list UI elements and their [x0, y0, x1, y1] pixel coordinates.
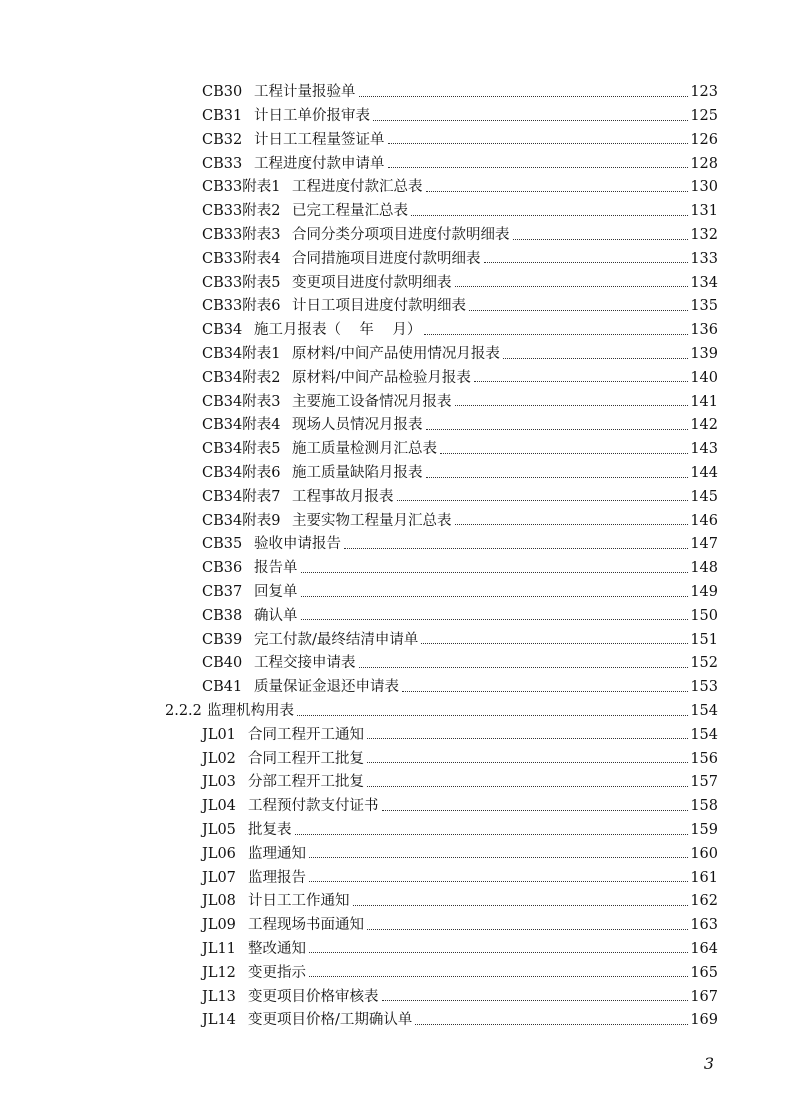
toc-entry-cb34-att3[interactable] [165, 385, 718, 409]
toc-entry-title: 监理通知 [248, 845, 306, 862]
dot-leader [359, 96, 689, 97]
toc-entry-code: CB37 [202, 584, 243, 601]
toc-entry-jl12[interactable] [165, 956, 718, 980]
toc-entry-title: 已完工程量汇总表 [292, 203, 408, 220]
toc-entry-page: 140 [690, 369, 718, 386]
toc-entry-cb38[interactable] [165, 600, 718, 624]
toc-entry-page: 154 [690, 726, 718, 743]
toc-entry-page: 143 [690, 441, 718, 458]
toc-entry-cb33-att5[interactable] [165, 266, 718, 290]
toc-entry-title: 计日工单价报审表 [254, 108, 370, 125]
toc-entry-cb36[interactable] [165, 552, 718, 576]
toc-entry-page: 128 [690, 155, 718, 172]
toc-entry-title: 现场人员情况月报表 [292, 417, 423, 434]
toc-entry-code: JL06 [202, 845, 236, 862]
toc-entry-code: CB34 [202, 322, 243, 339]
toc-entry-cb34-att4[interactable] [165, 409, 718, 433]
toc-entry-cb34-att9[interactable] [165, 504, 718, 528]
toc-entry-title: 施工质量检测月汇总表 [292, 441, 437, 458]
toc-entry-title: 完工付款/最终结清申请单 [254, 631, 419, 648]
dot-leader [503, 358, 688, 359]
dot-leader [426, 191, 689, 192]
dot-leader [411, 215, 688, 216]
toc-entry-jl08[interactable] [165, 885, 718, 909]
dot-leader [367, 762, 688, 763]
toc-entry-page: 135 [690, 298, 718, 315]
toc-entry-code: CB31 [202, 108, 243, 125]
toc-entry-page: 157 [690, 774, 718, 791]
toc-entry-code: CB38 [202, 607, 243, 624]
toc-entry-code: CB34附表1 [202, 346, 281, 363]
toc-entry-code: CB35 [202, 536, 243, 553]
toc-entry-cb33[interactable] [165, 147, 718, 171]
dot-leader [455, 405, 689, 406]
dot-leader [301, 572, 689, 573]
toc-entry-cb34-att2[interactable] [165, 362, 718, 386]
dot-leader [397, 500, 689, 501]
dot-leader [382, 1000, 689, 1001]
toc-entry-title: 工程预付款支付证书 [248, 798, 379, 815]
toc-entry-jl14[interactable] [165, 1004, 718, 1028]
toc-entry-code: CB34附表4 [202, 417, 281, 434]
toc-entry-code: JL09 [202, 917, 236, 934]
toc-entry-page: 156 [690, 750, 718, 767]
toc-entry-page: 163 [690, 917, 718, 934]
toc-entry-page: 133 [690, 250, 718, 267]
toc-entry-code: CB40 [202, 655, 243, 672]
toc-entry-code: CB33附表1 [202, 179, 281, 196]
toc-entry-cb33-att6[interactable] [165, 290, 718, 314]
toc-entry-code: CB34附表2 [202, 369, 281, 386]
toc-entry-title: 工程交接申请表 [254, 655, 356, 672]
toc-entry-title: 合同工程开工通知 [248, 726, 364, 743]
toc-entry-page: 125 [690, 108, 718, 125]
toc-entry-cb39[interactable] [165, 623, 718, 647]
toc-entry-page: 146 [690, 512, 718, 529]
toc-entry-code: JL01 [202, 726, 236, 743]
toc-entry-code: JL08 [202, 893, 236, 910]
toc-entry-title: 工程进度付款申请单 [254, 155, 385, 172]
toc-entry-page: 147 [690, 536, 718, 553]
toc-entry-page: 167 [690, 988, 718, 1005]
dot-leader [426, 477, 689, 478]
toc-entry-title: 合同分类分项项目进度付款明细表 [292, 227, 510, 244]
toc-entry-cb30[interactable] [165, 76, 718, 100]
toc-entry-code: JL04 [202, 798, 236, 815]
toc-entry-title: 工程计量报验单 [254, 84, 356, 101]
toc-entry-code: CB33附表6 [202, 298, 281, 315]
dot-leader [367, 929, 688, 930]
dot-leader [426, 429, 689, 430]
toc-entry-title: 报告单 [254, 560, 298, 577]
toc-entry-page: 148 [690, 560, 718, 577]
toc-section-title: 监理机构用表 [207, 703, 294, 720]
toc-entry-page: 139 [690, 346, 718, 363]
toc-entry-title: 计日工项目进度付款明细表 [292, 298, 466, 315]
toc-entry-code: JL02 [202, 750, 236, 767]
toc-entry-code: CB32 [202, 131, 243, 148]
toc-entry-title: 原材料/中间产品检验月报表 [292, 369, 471, 386]
toc-entry-title: 工程事故月报表 [292, 488, 394, 505]
toc-section-2-2-2[interactable] [165, 695, 718, 719]
toc-entry-code: JL11 [202, 940, 236, 957]
page-number: 3 [703, 1054, 714, 1073]
dot-leader [382, 810, 689, 811]
toc-entry-title: 工程现场书面通知 [248, 917, 364, 934]
toc-entry-title: 分部工程开工批复 [248, 774, 364, 791]
toc-entry-title: 整改通知 [248, 940, 306, 957]
dot-leader [297, 715, 688, 716]
toc-entry-jl05[interactable] [165, 814, 718, 838]
toc-entry-code: JL05 [202, 822, 236, 838]
toc-entry-code: CB33附表4 [202, 250, 281, 267]
toc-entry-page: 149 [690, 584, 718, 601]
toc-entry-cb33-att1[interactable] [165, 171, 718, 195]
toc-entry-page: 132 [690, 227, 718, 244]
toc-entry-page: 154 [690, 703, 718, 720]
dot-leader [455, 524, 689, 525]
toc-entry-cb33-att2[interactable] [165, 195, 718, 219]
toc-entry-code: JL07 [202, 869, 236, 886]
toc-entry-code: JL12 [202, 964, 236, 981]
dot-leader [421, 643, 688, 644]
dot-leader [415, 1024, 688, 1025]
toc-entry-page: 165 [690, 964, 718, 981]
toc-entry-page: 145 [690, 488, 718, 505]
toc-entry-code: CB34附表9 [202, 512, 281, 529]
dot-leader [513, 239, 689, 240]
toc-entry-title: 变更项目价格/工期确认单 [248, 1012, 413, 1029]
toc-entry-page: 151 [690, 631, 718, 648]
toc-entry-jl04[interactable] [165, 790, 718, 814]
toc-entry-title: 变更项目进度付款明细表 [292, 274, 452, 291]
toc-entry-title: 质量保证金退还申请表 [254, 679, 399, 696]
dot-leader [402, 691, 688, 692]
toc-entry-cb34-att7[interactable] [165, 481, 718, 505]
toc-entry-cb33-att4[interactable] [165, 243, 718, 267]
toc-entry-code: JL14 [202, 1012, 236, 1029]
toc-entry-page: 136 [690, 322, 718, 339]
toc-entry-title: 回复单 [254, 584, 298, 601]
toc-entry-code: JL03 [202, 774, 236, 791]
toc-entry-page: 131 [690, 203, 718, 220]
toc-entry-page: 144 [690, 465, 718, 482]
dot-leader [474, 381, 688, 382]
dot-leader [309, 857, 688, 858]
toc-entry-title: 合同措施项目进度付款明细表 [292, 250, 481, 267]
toc-entry-jl03[interactable] [165, 766, 718, 790]
toc-entry-jl13[interactable] [165, 980, 718, 1004]
toc-entry-code: JL13 [202, 988, 236, 1005]
toc-section-number: 2.2.2 [165, 703, 202, 720]
dot-leader [424, 334, 688, 335]
toc-entry-cb34-att1[interactable] [165, 338, 718, 362]
toc-entry-title: 批复表 [248, 822, 292, 838]
toc-entry-title: 计日工工程量签证单 [254, 131, 385, 148]
toc-entry-page: 134 [690, 274, 718, 291]
toc-entry-cb31[interactable] [165, 100, 718, 124]
toc-entry-page: 161 [690, 869, 718, 886]
toc-entry-cb34[interactable] [165, 314, 718, 338]
toc-entry-title: 确认单 [254, 607, 298, 624]
toc-entry-page: 123 [690, 84, 718, 101]
toc-entry-cb32[interactable] [165, 124, 718, 148]
dot-leader [388, 167, 689, 168]
dot-leader [367, 786, 688, 787]
toc-entry-cb41[interactable] [165, 671, 718, 695]
dot-leader [440, 453, 688, 454]
toc-entry-page: 158 [690, 798, 718, 815]
toc-entry-code: CB41 [202, 679, 243, 696]
toc-entry-code: CB33附表5 [202, 274, 281, 291]
toc-entry-code: CB33附表2 [202, 203, 281, 220]
toc-entry-cb37[interactable] [165, 576, 718, 600]
dot-leader [344, 548, 688, 549]
toc-entry-title: 主要施工设备情况月报表 [292, 393, 452, 410]
toc-entry-title: 验收申请报告 [254, 536, 341, 553]
toc-entry-cb33-att3[interactable] [165, 219, 718, 243]
toc-entry-code: CB39 [202, 631, 243, 648]
toc-entry-code: CB33附表3 [202, 227, 281, 244]
toc-entry-page: 153 [690, 679, 718, 696]
toc-entry-cb34-att5[interactable] [165, 433, 718, 457]
toc-entry-code: CB33 [202, 155, 243, 172]
toc-entry-page: 142 [690, 417, 718, 434]
dot-leader [295, 834, 689, 835]
toc-entry-title: 变更指示 [248, 964, 306, 981]
toc-entry-title: 监理报告 [248, 869, 306, 886]
toc-entry-jl09[interactable] [165, 909, 718, 933]
toc-entry-title: 合同工程开工批复 [248, 750, 364, 767]
table-of-contents [165, 76, 718, 1028]
toc-entry-title: 工程进度付款汇总表 [292, 179, 423, 196]
toc-entry-code: CB34附表5 [202, 441, 281, 458]
dot-leader [359, 667, 689, 668]
toc-entry-code: CB36 [202, 560, 243, 577]
toc-entry-title: 原材料/中间产品使用情况月报表 [292, 346, 500, 363]
dot-leader [388, 143, 689, 144]
toc-entry-page: 160 [690, 845, 718, 862]
toc-entry-code: CB34附表3 [202, 393, 281, 410]
toc-entry-title: 计日工工作通知 [248, 893, 350, 910]
toc-entry-code: CB34附表7 [202, 488, 281, 505]
toc-entry-title: 变更项目价格审核表 [248, 988, 379, 1005]
toc-entry-jl07[interactable] [165, 861, 718, 885]
dot-leader [353, 905, 689, 906]
toc-entry-title: 主要实物工程量月汇总表 [292, 512, 452, 529]
toc-entry-page: 162 [690, 893, 718, 910]
toc-entry-jl02[interactable] [165, 742, 718, 766]
toc-entry-cb34-att6[interactable] [165, 457, 718, 481]
toc-entry-cb40[interactable] [165, 647, 718, 671]
dot-leader [309, 952, 688, 953]
toc-entry-title: 施工月报表（ 年 月） [254, 322, 422, 339]
dot-leader [484, 262, 689, 263]
dot-leader [367, 738, 688, 739]
toc-entry-page: 126 [690, 131, 718, 148]
toc-entry-page: 164 [690, 940, 718, 957]
dot-leader [469, 310, 688, 311]
toc-entry-jl11[interactable] [165, 933, 718, 957]
dot-leader [301, 619, 689, 620]
toc-entry-jl01[interactable] [165, 719, 718, 743]
toc-entry-page: 130 [690, 179, 718, 196]
dot-leader [301, 596, 689, 597]
dot-leader [373, 120, 688, 121]
toc-entry-jl06[interactable] [165, 838, 718, 862]
toc-entry-page: 169 [690, 1012, 718, 1029]
toc-entry-page: 152 [690, 655, 718, 672]
dot-leader [455, 286, 689, 287]
toc-entry-code: CB34附表6 [202, 465, 281, 482]
dot-leader [309, 881, 688, 882]
toc-entry-cb35[interactable] [165, 528, 718, 552]
toc-entry-page: 159 [690, 822, 718, 838]
toc-entry-page: 150 [690, 607, 718, 624]
dot-leader [309, 976, 688, 977]
toc-entry-code: CB30 [202, 84, 243, 101]
toc-entry-page: 141 [690, 393, 718, 410]
toc-entry-title: 施工质量缺陷月报表 [292, 465, 423, 482]
